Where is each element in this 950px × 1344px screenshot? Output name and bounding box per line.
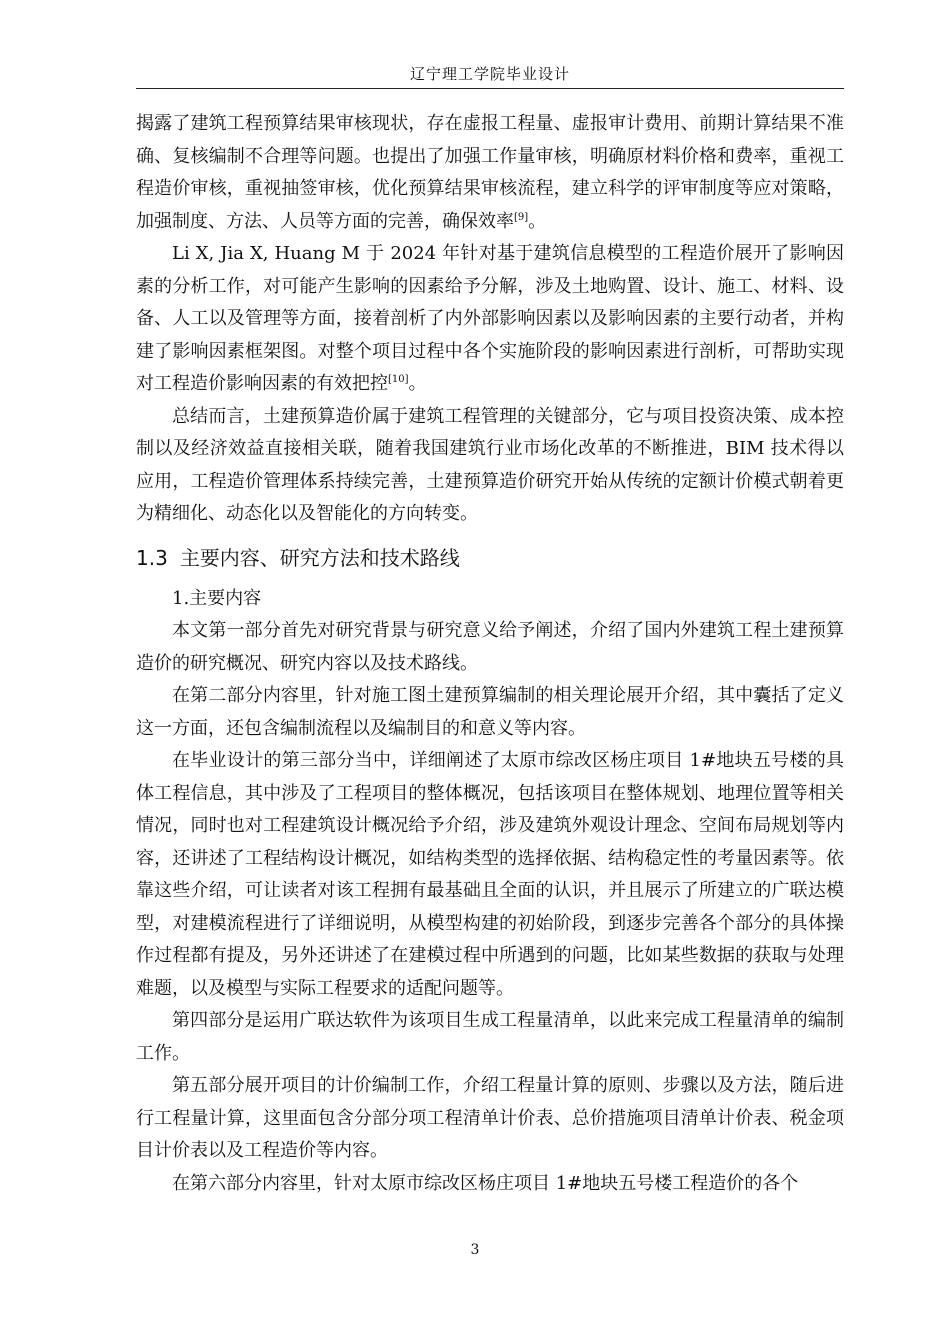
content-part-three: 在毕业设计的第三部分当中，详细阐述了太原市综改区杨庄项目 1#地块五号楼的具体工程信息，其中涉及了工程项目的整体概况，包括该项目在整体规划、地理位置等相关情况，同时也对工程建筑设计概况给予介绍，涉及建筑外观设计理念、空间布局规划等内容，还讲述了工程结构设计概况，如结构类型的选择依据、结构稳定性的考量因素等。依靠这些介绍，可让读者对该工程拥有最基础且全面的认识，并且展示了所建立的广联达模型，对建模流程进行了详细说明，从模型构建的初始阶段，到逐步完善各个部分的具体操作过程都有提及，另外还讲述了在建模过程中所遇到的问题，比如某些数据的获取与处理难题，以及模型与实际工程要求的适配问题等。	[136, 750, 844, 999]
paragraph-text: Li X, Jia X, Huang M 于 2024 年针对基于建筑信息模型的工程造价展开了影响因素的分析工作，对可能产生影响的因素给予分解，涉及土地购置、设计、施工、材料、设备、人工以及管理等方面，接着剖析了内外部影响因素以及影响因素的主要行动者，并构建了影响因素框架图。对整个项目过程中各个实施阶段的影响因素进行剖析，可帮助实现对工程造价影响因素的有效把控	[136, 243, 844, 394]
citation-ref: [10]	[388, 374, 409, 385]
content-part-four: 第四部分是运用广联达软件为该项目生成工程量清单，以此来完成工程量清单的编制工作。	[136, 1010, 844, 1064]
body-text	[136, 108, 844, 1200]
section-title: 主要内容、研究方法和技术路线	[179, 545, 460, 570]
citation-ref: [9]	[514, 211, 529, 223]
paragraph-audit-status	[136, 108, 844, 238]
paragraph-end: 。	[528, 210, 547, 232]
page-number: 3	[470, 1242, 480, 1258]
page-header: 辽宁理工学院毕业设计	[136, 60, 844, 89]
paragraph-summary: 总结而言，土建预算造价属于建筑工程管理的关键部分，它与项目投资决策、成本控制以及经济效益直接相关联，随着我国建筑行业市场化改革的不断推进，BIM 技术得以应用，工程造价管理体系持续完善，土建预算造价研究开始从传统的定额计价模式朝着更为精细化、动态化以及智能化的方向转变。	[136, 405, 844, 524]
section-heading	[136, 539, 844, 577]
content-part-six: 在第六部分内容里，针对太原市综改区杨庄项目 1#地块五号楼工程造价的各个	[172, 1172, 799, 1194]
content-part-one: 本文第一部分首先对研究背景与研究意义给予阐述，介绍了国内外建筑工程土建预算造价的研究概况、研究内容以及技术路线。	[136, 620, 844, 674]
paragraph-end: 。	[408, 373, 427, 394]
paragraph-text: 揭露了建筑工程预算结果审核现状，存在虚报工程量、虚报审计费用、前期计算结果不准确、复核编制不合理等问题。也提出了加强工作量审核，明确原材料价格和费率，重视工程造价审核，重视抽签审核，优化预算结果审核流程，建立科学的评审制度等应对策略，加强制度、方法、人员等方面的完善，确保效率	[136, 113, 844, 232]
content-part-five: 第五部分展开项目的计价编制工作，介绍工程量计算的原则、步骤以及方法，随后进行工程量计算，这里面包含分部分项工程清单计价表、总价措施项目清单计价表、税金项目计价表以及工程造价等内容。	[136, 1075, 844, 1161]
section-number: 1.3	[136, 545, 168, 570]
paragraph-bim-factors	[136, 238, 844, 401]
content-part-two: 在第二部分内容里，针对施工图土建预算编制的相关理论展开介绍，其中囊括了定义这一方面，还包含编制流程以及编制目的和意义等内容。	[136, 685, 844, 739]
subsection-heading: 1.主要内容	[172, 587, 262, 609]
